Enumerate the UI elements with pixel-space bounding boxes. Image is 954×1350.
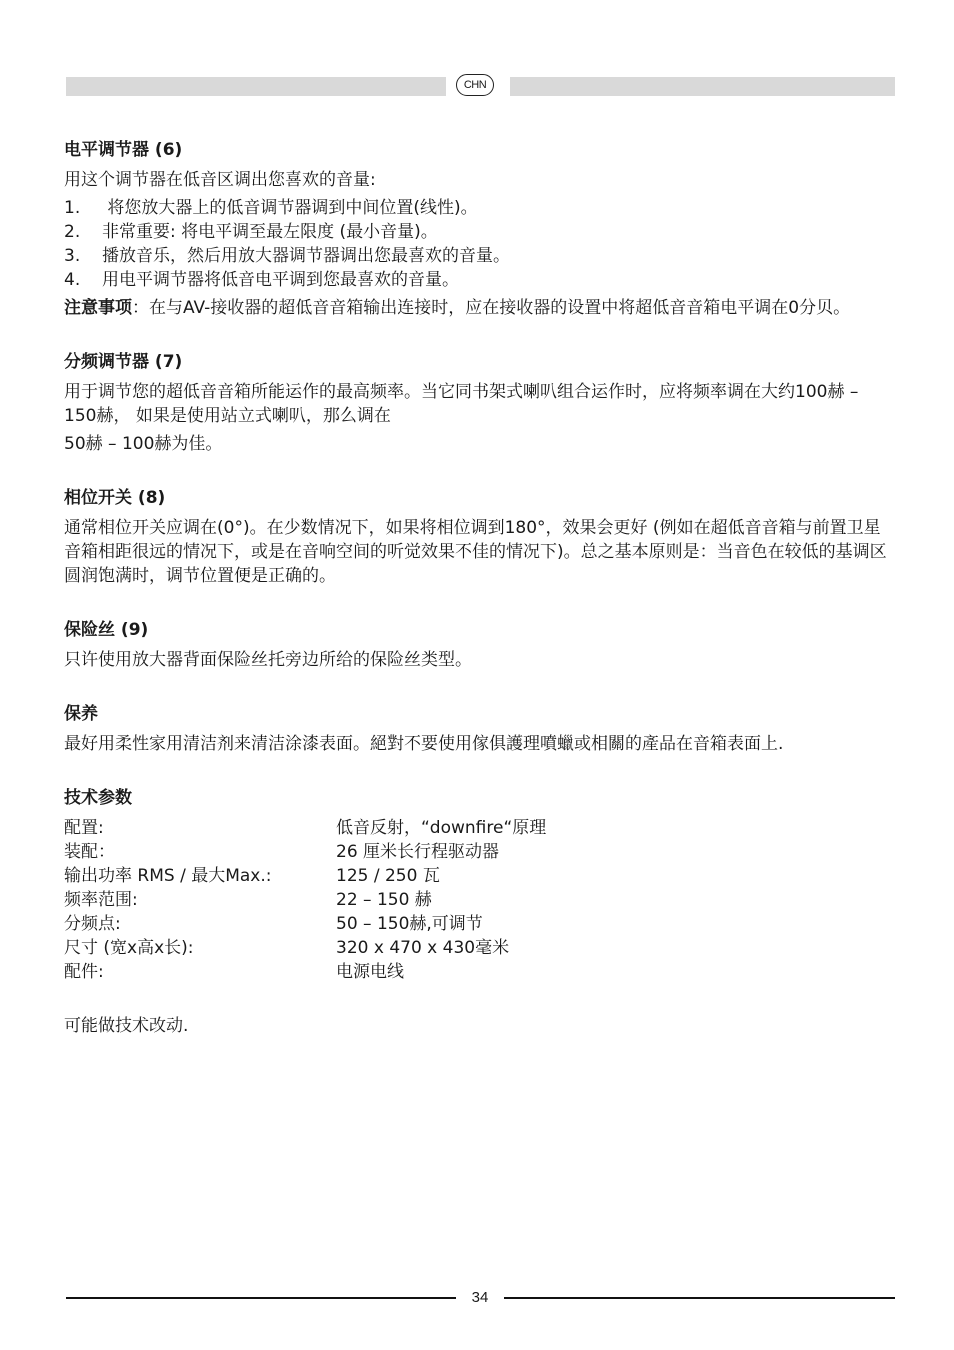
table-row: 频率范围: 22 – 150 赫	[64, 890, 432, 910]
section-intro: 用这个调节器在低音区调出您喜欢的音量:	[64, 170, 376, 190]
table-row: 分频点: 50 – 150赫,可调节	[64, 914, 483, 934]
paragraph: 50赫 – 100赫为佳。	[64, 434, 223, 454]
language-badge: CHN	[456, 74, 494, 96]
page-content	[64, 138, 894, 1038]
paragraph: 只许使用放大器背面保险丝托旁边所给的保险丝类型。	[64, 650, 472, 670]
paragraph: 最好用柔性家用清洁剂来清洁涂漆表面。絕對不要使用傢俱護理噴蠟或相關的產品在音箱表面上.	[64, 734, 784, 754]
steps-list	[64, 196, 894, 292]
note-paragraph	[64, 296, 894, 320]
disclaimer: 可能做技术改动.	[64, 1016, 189, 1036]
list-item: 1. 将您放大器上的低音调节器调到中间位置(线性)。	[64, 198, 478, 218]
header-bar-right	[510, 77, 895, 96]
note-text: ：在与AV-接收器的超低音音箱输出连接时，应在接收器的设置中将超低音音箱电平调在0分贝。	[132, 298, 851, 318]
table-row: 尺寸 (宽x高x长): 320 x 470 x 430毫米	[64, 938, 510, 958]
section-heading: 保养	[64, 704, 98, 724]
list-item: 2. 非常重要: 将电平调至最左限度 (最小音量)。	[64, 222, 438, 242]
table-row: 配置: 低音反射，“downfire“原理	[64, 818, 547, 838]
section-fuse	[64, 618, 894, 672]
paragraph: 用于调节您的超低音音箱所能运作的最高频率。当它同书架式喇叭组合运作时，应将频率调在大约100赫 – 150赫， 如果是使用站立式喇叭，那么调在	[64, 382, 859, 426]
header-bar-left	[66, 77, 446, 96]
section-heading: 相位开关 (8)	[64, 488, 166, 508]
section-heading: 保险丝 (9)	[64, 620, 149, 640]
table-row: 配件: 电源电线	[64, 962, 404, 982]
table-row: 装配： 26 厘米长行程驱动器	[64, 842, 500, 862]
list-item: 4. 用电平调节器将低音电平调到您最喜欢的音量。	[64, 270, 459, 290]
note-label: 注意事项	[64, 298, 132, 318]
footer-rule-right	[504, 1297, 895, 1299]
section-crossover	[64, 350, 894, 456]
section-phase	[64, 486, 894, 588]
section-heading: 技术参数	[64, 788, 132, 808]
specs-table	[64, 816, 546, 984]
table-row: 输出功率 RMS / 最大Max.: 125 / 250 瓦	[64, 866, 440, 886]
section-heading: 电平调节器 (6)	[64, 140, 183, 160]
section-specs	[64, 786, 894, 984]
section-heading: 分频调节器 (7)	[64, 352, 183, 372]
paragraph: 通常相位开关应调在(0°)。在少数情况下，如果将相位调到180°，效果会更好 (例如在超低音音箱与前置卫星音箱相距很远的情况下，或是在音响空间的听觉效果不佳的情况下)。总之基本原则是：当音色在较低的基调区圆润饱满时，调节位置便是正确的。	[64, 518, 887, 586]
page-number: 34	[471, 1289, 489, 1306]
section-care	[64, 702, 894, 756]
section-level-control	[64, 138, 894, 320]
footer-rule-left	[66, 1297, 456, 1299]
list-item: 3. 播放音乐，然后用放大器调节器调出您最喜欢的音量。	[64, 246, 510, 266]
